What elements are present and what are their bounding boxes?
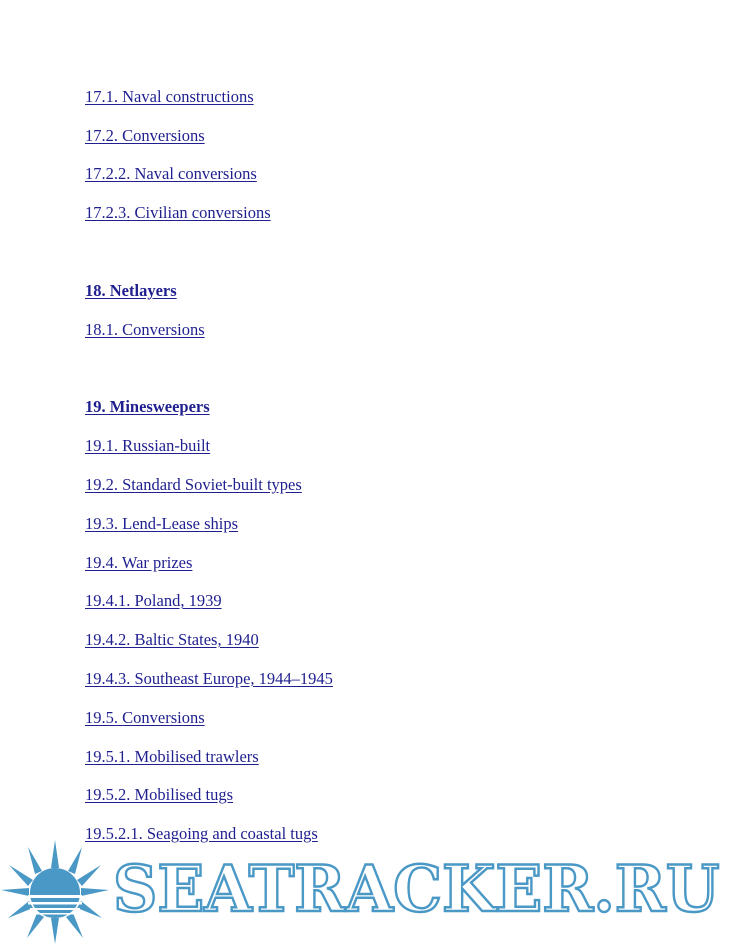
toc-link-17-1[interactable]: 17.1. Naval constructions xyxy=(85,87,254,106)
toc-link-18-1[interactable]: 18.1. Conversions xyxy=(85,320,205,339)
watermark-text: SEATRACKER.RU xyxy=(113,852,720,927)
toc-heading-18[interactable]: 18. Netlayers xyxy=(85,281,177,300)
toc-link-19-2[interactable]: 19.2. Standard Soviet-built types xyxy=(85,475,302,494)
toc-link-19-5[interactable]: 19.5. Conversions xyxy=(85,708,205,727)
toc-link-19-4[interactable]: 19.4. War prizes xyxy=(85,553,193,572)
toc-link-19-1[interactable]: 19.1. Russian-built xyxy=(85,436,211,455)
toc-link-17-2-3[interactable]: 17.2.3. Civilian conversions xyxy=(85,203,271,222)
toc-heading-19[interactable]: 19. Minesweepers xyxy=(85,397,210,416)
toc-link-19-5-2-1[interactable]: 19.5.2.1. Seagoing and coastal tugs xyxy=(85,824,318,843)
sun-icon xyxy=(0,838,110,945)
toc-link-17-2-2[interactable]: 17.2.2. Naval conversions xyxy=(85,164,257,183)
toc-link-17-2[interactable]: 17.2. Conversions xyxy=(85,126,205,145)
toc-link-19-3[interactable]: 19.3. Lend-Lease ships xyxy=(85,514,239,533)
toc-link-19-4-3[interactable]: 19.4.3. Southeast Europe, 1944–1945 xyxy=(85,669,333,688)
watermark xyxy=(0,838,731,945)
toc-link-19-4-1[interactable]: 19.4.1. Poland, 1939 xyxy=(85,591,222,610)
toc-link-19-4-2[interactable]: 19.4.2. Baltic States, 1940 xyxy=(85,630,259,649)
toc-link-19-5-2[interactable]: 19.5.2. Mobilised tugs xyxy=(85,785,234,804)
toc-link-19-5-1[interactable]: 19.5.1. Mobilised trawlers xyxy=(85,747,259,766)
